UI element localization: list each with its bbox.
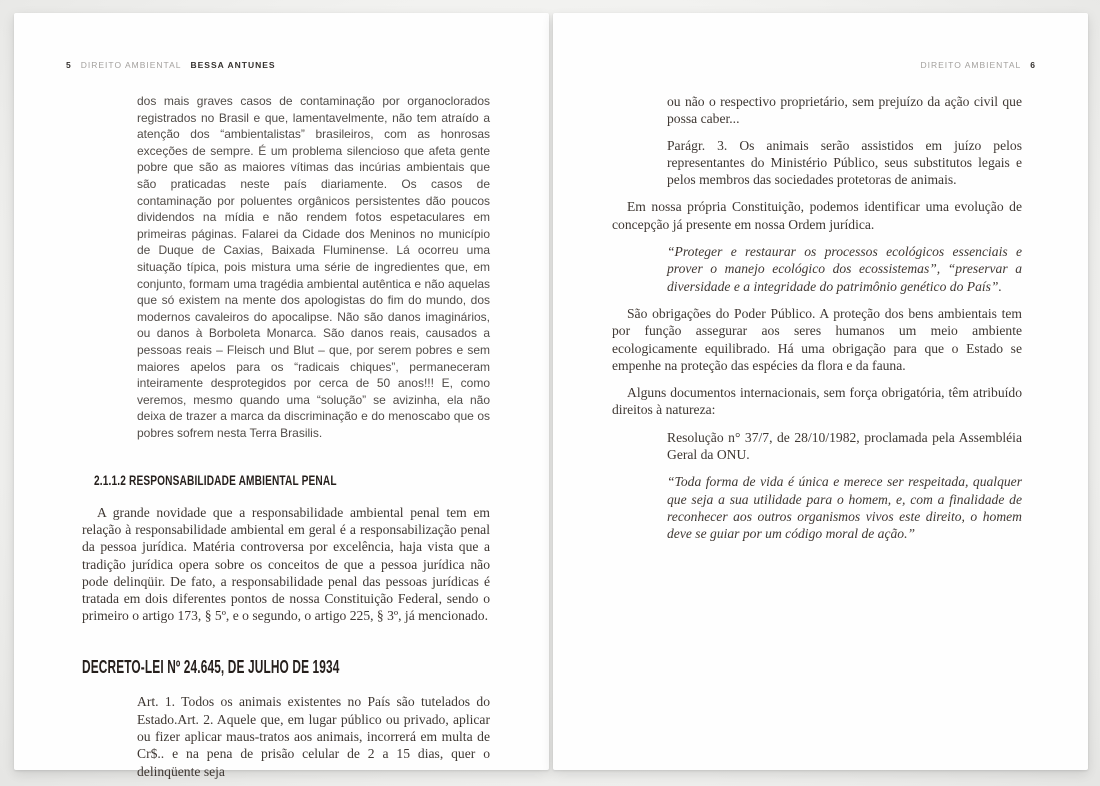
constitution-paragraph: Em nossa própria Constituição, podemos identificar uma evolução de concepção já presente em nossa Ordem jurídica. <box>612 199 1022 232</box>
public-power-paragraph: São obrigações do Poder Público. A proteção dos bens ambientais tem por função assegurar aos seres humanos um meio ambiente ecologicamente equilibrado. Há uma obrigação para que o Estado se empenhe na proteção das espécies da flora e da fauna. <box>612 305 1022 373</box>
left-page-number: 5 <box>66 60 72 70</box>
right-page <box>553 13 1088 770</box>
decree-quote-continuation: ou não o respectivo proprietário, sem prejuízo da ação civil que possa caber... <box>667 94 1022 127</box>
left-running-header <box>66 60 276 70</box>
book-author: BESSA ANTUNES <box>190 60 276 70</box>
left-book-title: DIREITO AMBIENTAL <box>80 60 182 70</box>
un-resolution-quote: Resolução n° 37/7, de 28/10/1982, proclamada pela Assembléia Geral da ONU. <box>667 429 1022 463</box>
section-heading <box>94 465 490 490</box>
left-page-content <box>82 93 490 780</box>
right-book-title: DIREITO AMBIENTAL <box>920 60 1022 70</box>
decree-quote-paragraph: Art. 1. Todos os animais existentes no País são tutelados do Estado.Art. 2. Aquele que, em lugar público ou privado, aplicar ou fizer aplicar maus-tratos aos animais, incorrerá em multa de Cr$.. e na pena de prisão celular de 2 a 15 dias, quer o delinqüente seja <box>137 694 490 779</box>
intro-quote-paragraph: dos mais graves casos de contaminação por organoclorados registrados no Brasil e que, lamentavelmente, não tem atraído a atenção dos “ambientalistas” brasileiros, com as honrosas exceções de sempre. É um problema silencioso que afeta gente pobre que são as maiores vítimas das incúrias ambientais que são praticadas neste país diariamente. Os casos de contaminação por poluentes orgânicos persistentes dão poucos dividendos na mídia e não rendem fotos espetaculares em primeiras páginas. Falarei da Cidade dos Meninos no município de Duque de Caxias, Baixada Fluminense. Lá ocorreu uma situação típica, pois mistura uma série de ingredientes que, em conjunto, formam uma tragédia ambiental autêntica e não aquelas que só existem na mente dos apologistas do fim do mundo, dos modernos cavaleiros do apocalipse. Não são danos imaginários, ou danos à Borboleta Monarca. São danos reais, causados a pessoas reais – Fleisch und Blut – que, por serem pobres e sem maiores apelos para os “radicais chiques”, permaneceram inteiramente desprotegidos por cerca de 50 anos!!! E, como veremos, mesmo quando uma “solução” se avizinha, ela não deixa de trazer a marca da discriminação e do menoscabo que os pobres sofrem nesta Terra Brasilis. <box>137 94 490 440</box>
decree-heading-text: DECRETO-LEI Nº 24.645, DE JULHO DE 1934 <box>82 656 340 677</box>
decree-quote-paragraph-3: Parágr. 3. Os animais serão assistidos em juízo pelos representantes do Ministério Público, seus substitutos legais e pelos membros das sociedades protetoras de animais. <box>667 137 1022 188</box>
right-page-number: 6 <box>1030 60 1036 70</box>
left-page <box>14 13 549 779</box>
protect-restore-quote: “Proteger e restaurar os processos ecológicos essenciais e prover o manejo ecológico dos ecossistemas”, “preservar a diversidade e a integridade do patrimônio genético do País”. <box>667 244 1022 294</box>
right-page-content <box>612 93 1022 543</box>
form-of-life-quote: “Toda forma de vida é única e merece ser respeitada, qualquer que seja a sua utilidade para o homem, e, com a finalidade de reconhecer aos outros organismos vivos este direito, o homem deve se guiar por um código moral de ação.” <box>667 474 1022 542</box>
body-paragraph: A grande novidade que a responsabilidade ambiental penal tem em relação à responsabilidade ambiental em geral é a responsabilização penal da pessoa jurídica. Matéria controversa por excelência, haja vista que a tradição jurídica opera sobre os conceitos de que a pessoa jurídica não pode delinqüir. De fato, a responsabilidade penal das pessoas jurídicas é tratada em dois diferentes pontos de nossa Constituição Federal, sendo o primeiro o artigo 173, § 5º, e o segundo, o artigo 225, § 3º, já mencionado. <box>82 504 490 624</box>
right-running-header <box>921 60 1037 70</box>
section-heading-text: 2.1.1.2 RESPONSABILIDADE AMBIENTAL PENAL <box>94 473 337 489</box>
international-documents-paragraph: Alguns documentos internacionais, sem força obrigatória, têm atribuído direitos à natureza: <box>612 385 1022 418</box>
decree-heading <box>82 646 490 680</box>
